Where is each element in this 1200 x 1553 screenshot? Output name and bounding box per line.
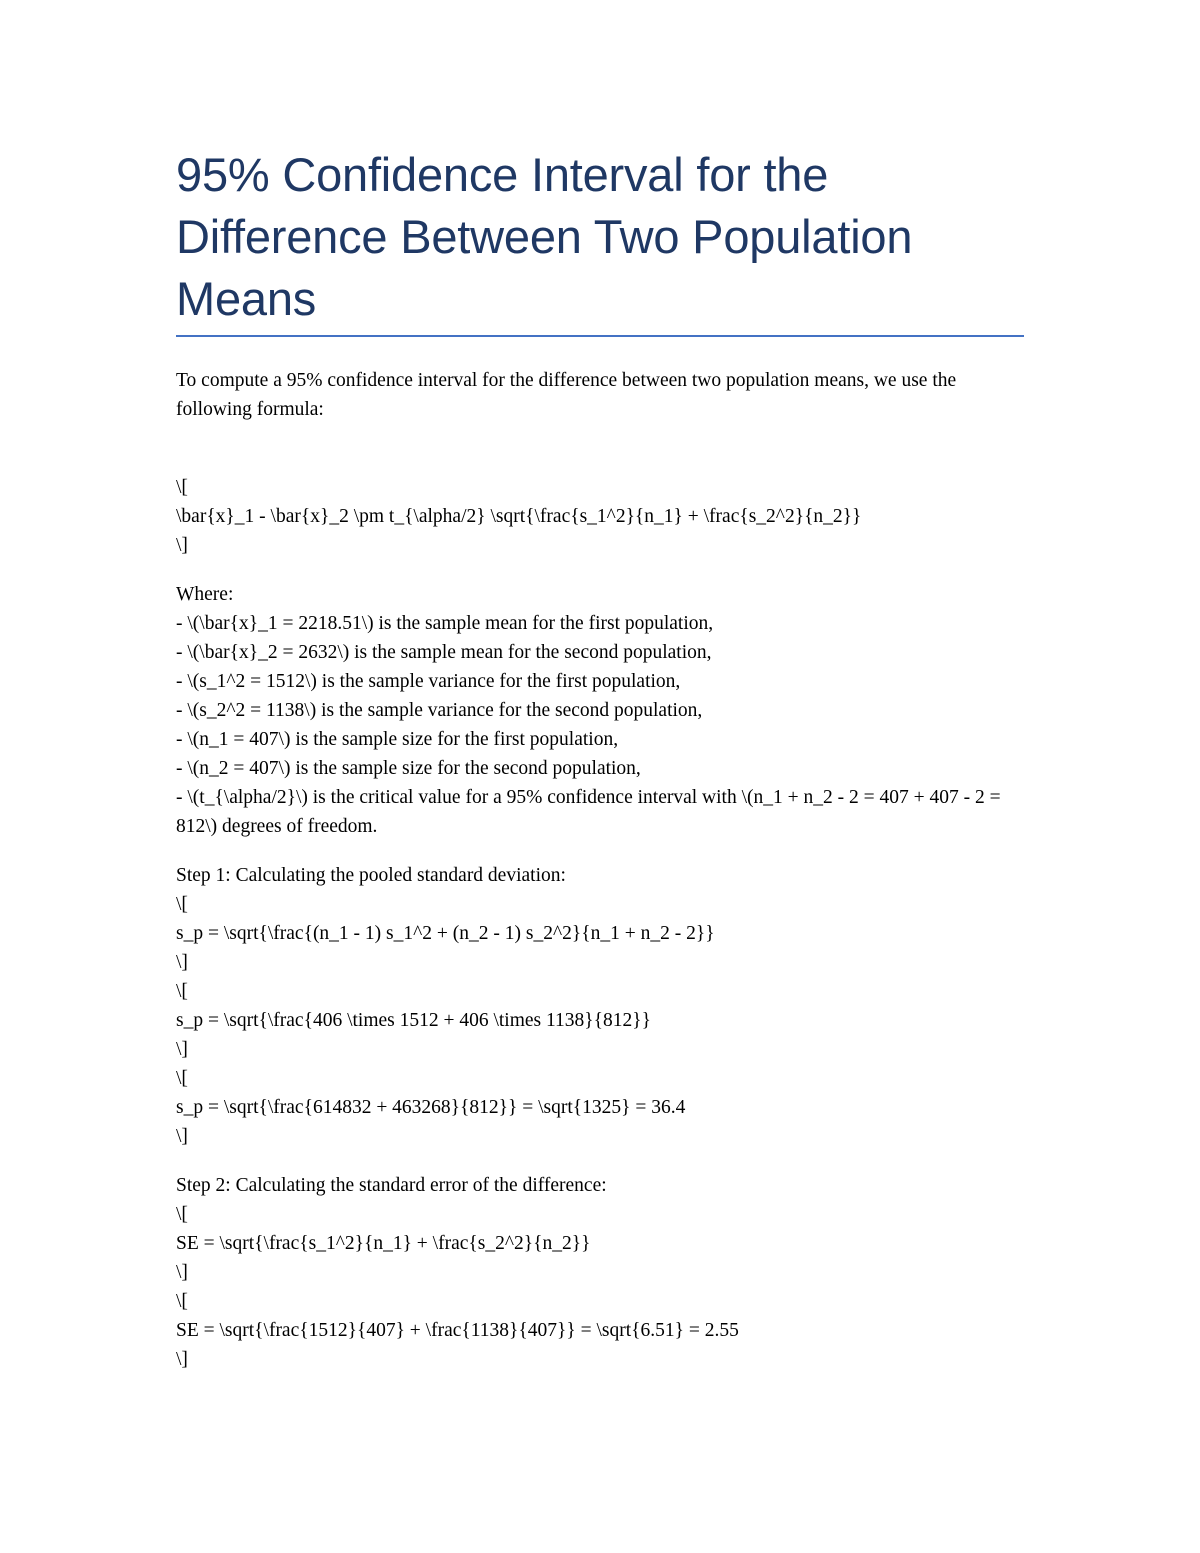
step1-line: \]	[176, 952, 188, 973]
step1-heading: Step 1: Calculating the pooled standard deviation:	[176, 865, 566, 886]
formula-close: \]	[176, 535, 188, 556]
where-item-variance-2: - \(s_2^2 = 1138\) is the sample variance for the second population,	[176, 700, 703, 721]
formula-expression: \bar{x}_1 - \bar{x}_2 \pm t_{\alpha/2} \sqrt{\frac{s_1^2}{n_1} + \frac{s_2^2}{n_2}}	[176, 506, 862, 527]
where-item-size-1: - \(n_1 = 407\) is the sample size for the first population,	[176, 729, 619, 750]
step2-block	[176, 1171, 1036, 1374]
step2-line: \]	[176, 1349, 188, 1370]
formula-open: \[	[176, 477, 188, 498]
where-heading: Where:	[176, 584, 234, 605]
step1-line: \[	[176, 1068, 188, 1089]
step2-line: \[	[176, 1291, 188, 1312]
step2-heading: Step 2: Calculating the standard error of the difference:	[176, 1175, 607, 1196]
step1-line: s_p = \sqrt{\frac{406 \times 1512 + 406 \times 1138}{812}}	[176, 1010, 651, 1031]
step2-line: SE = \sqrt{\frac{1512}{407} + \frac{1138}{407}} = \sqrt{6.51} = 2.55	[176, 1320, 739, 1341]
step2-line: \[	[176, 1204, 188, 1225]
step1-block	[176, 861, 1036, 1151]
step2-line: \]	[176, 1262, 188, 1283]
formula-block	[176, 473, 1036, 560]
step1-line: \[	[176, 894, 188, 915]
document-body	[176, 366, 1036, 1394]
step1-line: \[	[176, 981, 188, 1002]
document-title: 95% Confidence Interval for the Difference Between Two Population Means	[176, 148, 913, 325]
step1-line: \]	[176, 1126, 188, 1147]
intro-paragraph: To compute a 95% confidence interval for the difference between two population means, we use the following formula:	[176, 370, 957, 420]
step1-line: s_p = \sqrt{\frac{614832 + 463268}{812}} = \sqrt{1325} = 36.4	[176, 1097, 686, 1118]
where-item-size-2: - \(n_2 = 407\) is the sample size for the second population,	[176, 758, 641, 779]
where-item-critical-value: - \(t_{\alpha/2}\) is the critical value for a 95% confidence interval with \(n_1 + n_2 - 2 = 407 + 407 - 2 = 812\) degrees of freedom.	[176, 787, 1001, 837]
step1-line: \]	[176, 1039, 188, 1060]
title-underline	[176, 335, 1024, 337]
where-item-mean-1: - \(\bar{x}_1 = 2218.51\) is the sample mean for the first population,	[176, 613, 714, 634]
where-item-variance-1: - \(s_1^2 = 1512\) is the sample variance for the first population,	[176, 671, 681, 692]
step1-line: s_p = \sqrt{\frac{(n_1 - 1) s_1^2 + (n_2 - 1) s_2^2}{n_1 + n_2 - 2}}	[176, 923, 715, 944]
step2-line: SE = \sqrt{\frac{s_1^2}{n_1} + \frac{s_2^2}{n_2}}	[176, 1233, 591, 1254]
where-item-mean-2: - \(\bar{x}_2 = 2632\) is the sample mean for the second population,	[176, 642, 712, 663]
where-block	[176, 580, 1036, 841]
